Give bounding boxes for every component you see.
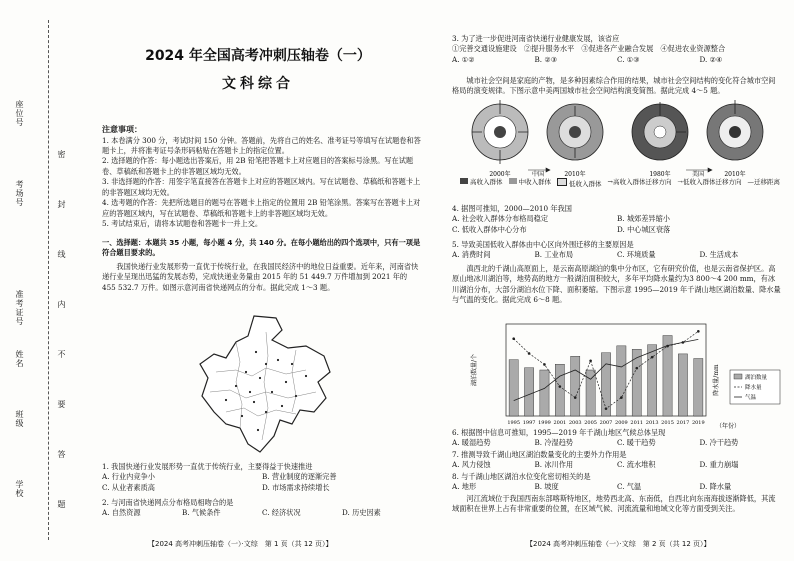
x-tick-label: 2003 xyxy=(568,420,582,426)
question-7-options xyxy=(452,460,782,470)
exam-title: 2024 年全国高考冲刺压轴卷（一） xyxy=(145,48,371,64)
x-axis-label: （年份） xyxy=(716,423,741,430)
question-5-options xyxy=(452,250,782,260)
question-4-stem: 4. 据图可推知，2000—2010 年我国 xyxy=(452,204,572,213)
page-footer: 【2024 高考冲刺压轴卷（一）·文综 第 2 页（共 12 页）】 xyxy=(526,539,711,548)
option-c[interactable]: C. ①③ xyxy=(617,54,640,64)
outlet-dot xyxy=(257,429,259,431)
outlet-dot xyxy=(255,351,257,353)
option-d[interactable]: D. 降水量 xyxy=(699,482,732,492)
line-icon: — xyxy=(747,178,754,186)
question-5-stem: 5. 导致美国低收入群体由中心区向外围迁移的主要原因是 xyxy=(452,240,634,249)
option-d[interactable]: D. 中心城区衰落 xyxy=(617,224,671,234)
lake-climate-chart xyxy=(446,320,786,440)
question-2-stem: 2. 与河南省快递网点分布格局相吻合的是 xyxy=(102,498,234,507)
question-8-options xyxy=(452,482,782,492)
notice-item: 1. 本卷满分 300 分，考试时间 150 分钟。答题前，先将自己的姓名、准考证号等填写在试题卷和答题卡上，并将准考证号条形码粘贴在答题卡上的指定位置。 xyxy=(102,135,421,156)
ring-label: 2000年 xyxy=(489,171,511,178)
question-6 xyxy=(452,428,782,449)
option-c[interactable]: C. 经济状况 xyxy=(262,508,301,518)
x-tick-label: 1999 xyxy=(538,420,551,426)
precipitation-point xyxy=(543,363,546,366)
outlet-dot xyxy=(277,359,279,361)
ring-label: 1980年 xyxy=(649,171,671,178)
bar-lake-count xyxy=(571,356,580,416)
question-8 xyxy=(452,472,782,493)
precipitation-point xyxy=(574,396,577,399)
outlet-dot xyxy=(245,371,247,373)
option-d[interactable]: D. 生活成本 xyxy=(699,250,739,260)
seat-no-label: 座位号 xyxy=(15,100,24,127)
outlet-dot xyxy=(235,385,237,387)
ring-label: 2010年 xyxy=(564,171,586,178)
legend-item: ⇢低收入群体迁移方向 xyxy=(677,178,742,186)
left-column xyxy=(88,0,428,561)
option-a[interactable]: A. 消费时间 xyxy=(452,250,491,260)
question-6-stem: 6. 根据图中信息可推知，1995—2019 年千湖山地区气候总体呈现 xyxy=(452,428,666,437)
page-footer: 【2024 高考冲刺压轴卷（一）·文综 第 1 页（共 12 页）】 xyxy=(148,539,333,548)
henan-outline-map xyxy=(196,312,336,462)
legend-swatch-bar xyxy=(734,374,742,379)
bar-lake-count xyxy=(694,359,703,417)
outlet-dot xyxy=(305,375,307,377)
chart-legend xyxy=(730,370,780,404)
seal-char: 封 xyxy=(57,200,66,209)
x-tick-label: 2015 xyxy=(661,420,674,426)
precipitation-point xyxy=(697,330,700,333)
bar-lake-count xyxy=(555,364,564,416)
legend-series: 气温 xyxy=(745,395,757,401)
notice-item: 2. 选择题的作答：每小题选出答案后，用 2B 铅笔把答题卡上对应题目的答案标号涂黑。写在试题卷、草稿纸和答题卡上的非答题区域均无效。 xyxy=(102,156,414,176)
x-tick-label: 2005 xyxy=(584,420,597,426)
seal-char: 答 xyxy=(57,450,66,459)
name-label: 姓名 xyxy=(15,350,24,368)
option-d[interactable]: D. 历史因素 xyxy=(342,508,381,518)
right-column xyxy=(446,0,786,561)
bar-lake-count xyxy=(540,370,549,416)
question-3-options xyxy=(452,55,782,65)
bar-lake-count xyxy=(648,345,657,416)
option-a[interactable]: A. 风力侵蚀 xyxy=(452,460,491,470)
seal-char: 题 xyxy=(57,500,66,509)
option-b[interactable]: B. 坡度 xyxy=(534,482,559,492)
outlet-dot xyxy=(253,401,255,403)
outlet-dot xyxy=(281,405,283,407)
outlet-dot xyxy=(265,411,267,413)
legend-swatch xyxy=(509,178,517,184)
question-1 xyxy=(102,462,422,493)
question-1-stem: 1. 我国快递行业发展形势一直优于传统行业，主要得益于快速推进 xyxy=(102,462,313,471)
bar-lake-count xyxy=(617,346,626,416)
ring-label: 中国 xyxy=(531,171,545,178)
legend-item: →高收入群体迁移方向 xyxy=(607,178,672,186)
question-intro-3: 滇西北的千湖山高原面上，是云南高原湖泊的集中分布区，它有研究价值，也是云南省保护区。高原山地冰川湖泊等，地势高的地方一般湖泊面积较大，多年平均降水量约为3 800～4 200 mm，有冰川湖泊分布，大部分湖泊水位下降、面积萎缩。下图示意 1995—2019 年千湖山地区湖泊数量、降水量与气温的变化。据此完成 6～8 题。 xyxy=(452,264,781,305)
question-7-stem: 7. 推测导致千湖山地区湖泊数量变化的主要外力作用是 xyxy=(452,450,627,459)
arrow-icon: → xyxy=(607,178,613,186)
outlet-dot xyxy=(241,415,243,417)
diagram-legend xyxy=(460,178,780,189)
question-6-options xyxy=(452,438,782,448)
option-c[interactable]: C. 流水堆积 xyxy=(617,460,656,470)
x-tick-label: 2013 xyxy=(645,420,659,426)
option-b[interactable]: B. ②③ xyxy=(534,54,558,64)
question-2-options xyxy=(102,508,422,518)
question-8-stem: 8. 与千湖山地区湖泊水位变化密切相关的是 xyxy=(452,472,591,481)
exam-id-label: 准考证号 xyxy=(15,290,24,326)
class-label: 班级 xyxy=(15,410,24,428)
precipitation-point xyxy=(651,356,654,359)
option-b[interactable]: B. 工业布局 xyxy=(534,250,574,260)
exam-subtitle: 文科综合 xyxy=(222,76,294,92)
x-tick-label: 2011 xyxy=(630,420,644,426)
precipitation-point xyxy=(559,385,562,388)
notice-block xyxy=(102,124,422,230)
legend-series: 降水量 xyxy=(745,385,762,391)
question-intro-2: 城市社会空间是家庭的产物，是多种因素综合作用的结果，城市社会空间结构的变化符合城市空间格局的演变规律。下图示意中美两国城市社会空间结构演变简图。据此完成 4～5 题。 xyxy=(452,76,776,96)
legend-item: —迁移距离 xyxy=(747,178,780,186)
notice-item: 3. 非选择题的作答：用签字笔直接答在答题卡上对应的答题区域内。写在试题卷、草稿纸和答题卡上的非答题区域均无效。 xyxy=(102,177,421,197)
outlet-dot xyxy=(285,381,287,383)
option-a[interactable]: A. 地形 xyxy=(452,482,477,492)
x-tick-label: 2007 xyxy=(599,420,613,426)
question-3 xyxy=(452,34,782,65)
bar-lake-count xyxy=(663,336,672,417)
legend-swatch xyxy=(460,178,468,184)
seal-char: 线 xyxy=(57,250,66,259)
option-c[interactable]: C. 暖干趋势 xyxy=(617,438,656,448)
option-b[interactable]: B. 冷湿趋势 xyxy=(534,438,574,448)
outlet-dot xyxy=(291,363,293,365)
arrow-icon: ⇢ xyxy=(677,178,683,186)
x-tick-label: 1995 xyxy=(507,420,521,426)
precipitation-point xyxy=(635,367,638,370)
outlet-dot xyxy=(225,399,227,401)
x-tick-label: 2017 xyxy=(676,420,690,426)
question-intro: 我国快递行业发展形势一直优于传统行业，在我国民经济中的地位日益重要。近年来，河南省快递行业呈现出迅猛的发展态势，完成快递业务量由 2015 年的 51 449.7 万件增加到 2021 年的 455 532.7 万件。如图示意河南省快递网点的分布。据此完成 1～3 题。 xyxy=(102,262,419,292)
notice-item: 5. 考试结束后，请将本试题卷和答题卡一并上交。 xyxy=(102,219,263,229)
option-d[interactable]: D. 冷干趋势 xyxy=(699,438,739,448)
seal-char: 内 xyxy=(57,300,66,309)
seal-line xyxy=(48,20,49,540)
exam-room-label: 考场号 xyxy=(15,180,24,207)
seal-char: 要 xyxy=(57,400,66,409)
option-d[interactable]: D. ②④ xyxy=(699,54,723,64)
section-title: 一、选择题：本题共 35 小题，每小题 4 分，共 140 分。在每小题给出的四个选项中，只有一项是符合题目要求的。 xyxy=(102,238,421,258)
question-7 xyxy=(452,450,782,471)
option-c[interactable]: C. 低收入群体中心分布 xyxy=(452,224,527,234)
outlet-dot xyxy=(271,391,273,393)
y2-axis-label: 降水量/mm xyxy=(713,364,720,396)
legend-item: 中收入群体 xyxy=(509,178,552,189)
bar-lake-count xyxy=(524,368,533,416)
outlet-dot xyxy=(259,377,261,379)
bar-lake-count xyxy=(509,360,518,416)
outlet-dot xyxy=(295,395,297,397)
question-3-items: ①完善交通设施建设 ②提升服务水平 ③促进各产业融合发展 ④促进农业资源整合 xyxy=(452,44,726,54)
x-tick-label: 2001 xyxy=(553,420,567,426)
notice-item: 4. 选考题的作答：先把所选题目的题号在答题卡上指定的位置用 2B 铅笔涂黑。答案写在答题卡上对应的答题区域内，写在试题卷、草稿纸和答题卡上的非答题区域均无效。 xyxy=(102,198,421,218)
seal-char: 密 xyxy=(57,150,66,159)
school-label: 学校 xyxy=(15,480,24,498)
binding-margin xyxy=(0,0,86,561)
option-b[interactable]: B. 气候条件 xyxy=(182,508,221,518)
option-a[interactable]: A. 暖湿趋势 xyxy=(452,438,491,448)
option-a[interactable]: A. ①② xyxy=(452,54,475,64)
question-intro-4: 河江流域位于我国西南东部喀斯特地区，地势西北高、东南低，自西北向东南海拔逐渐降低，其流域面积在世界上占有非常重要的位置，在区域气候、河流流量和地域文化等方面受到关注。 xyxy=(452,494,776,514)
ring-label: 2010年 xyxy=(724,171,746,178)
option-d[interactable]: D. 市场需求持续增长 xyxy=(262,482,330,492)
bar-lake-count xyxy=(678,354,687,416)
seal-char: 不 xyxy=(57,350,66,359)
option-a[interactable]: A. 行业内竞争小 xyxy=(102,472,155,482)
option-b[interactable]: B. 营业制度的逐渐完善 xyxy=(262,472,337,482)
legend-series: 湖泊数量 xyxy=(745,375,768,381)
x-tick-label: 1997 xyxy=(522,420,536,426)
ring-label: 美国 xyxy=(691,171,705,178)
option-d[interactable]: D. 重力崩塌 xyxy=(699,460,739,470)
option-b[interactable]: B. 冰川作用 xyxy=(534,460,574,470)
outlet-dot xyxy=(249,391,251,393)
option-b[interactable]: B. 城郊差异缩小 xyxy=(617,214,670,224)
x-tick-label: 2019 xyxy=(691,420,705,426)
option-a[interactable]: A. 社会收入群体分布格局稳定 xyxy=(452,214,549,224)
precipitation-point xyxy=(589,360,592,363)
legend-item: 高收入群体 xyxy=(460,178,503,189)
question-5 xyxy=(452,240,782,261)
question-4-options xyxy=(452,214,782,235)
outlet-dot xyxy=(265,363,267,365)
option-c[interactable]: C. 从业者素质高 xyxy=(102,482,155,492)
question-1-options xyxy=(102,472,422,493)
option-a[interactable]: A. 自然资源 xyxy=(102,508,141,518)
precipitation-point xyxy=(528,352,531,355)
legend-item: 低收入群体 xyxy=(557,178,602,189)
question-2 xyxy=(102,498,422,519)
precipitation-point xyxy=(605,407,608,410)
precipitation-point xyxy=(620,396,623,399)
question-4 xyxy=(452,204,782,235)
legend-swatch xyxy=(557,178,567,186)
x-tick-label: 2009 xyxy=(615,420,628,426)
precipitation-point xyxy=(512,337,515,340)
option-c[interactable]: C. 环境质量 xyxy=(617,250,656,260)
question-3-stem: 3. 为了进一步促进河南省快递行业健康发展，该省应 xyxy=(452,34,620,43)
option-c[interactable]: C. 气温 xyxy=(617,482,642,492)
notice-title: 注意事项： xyxy=(102,125,142,134)
y-axis-label: 湖泊数量/个 xyxy=(471,353,478,387)
